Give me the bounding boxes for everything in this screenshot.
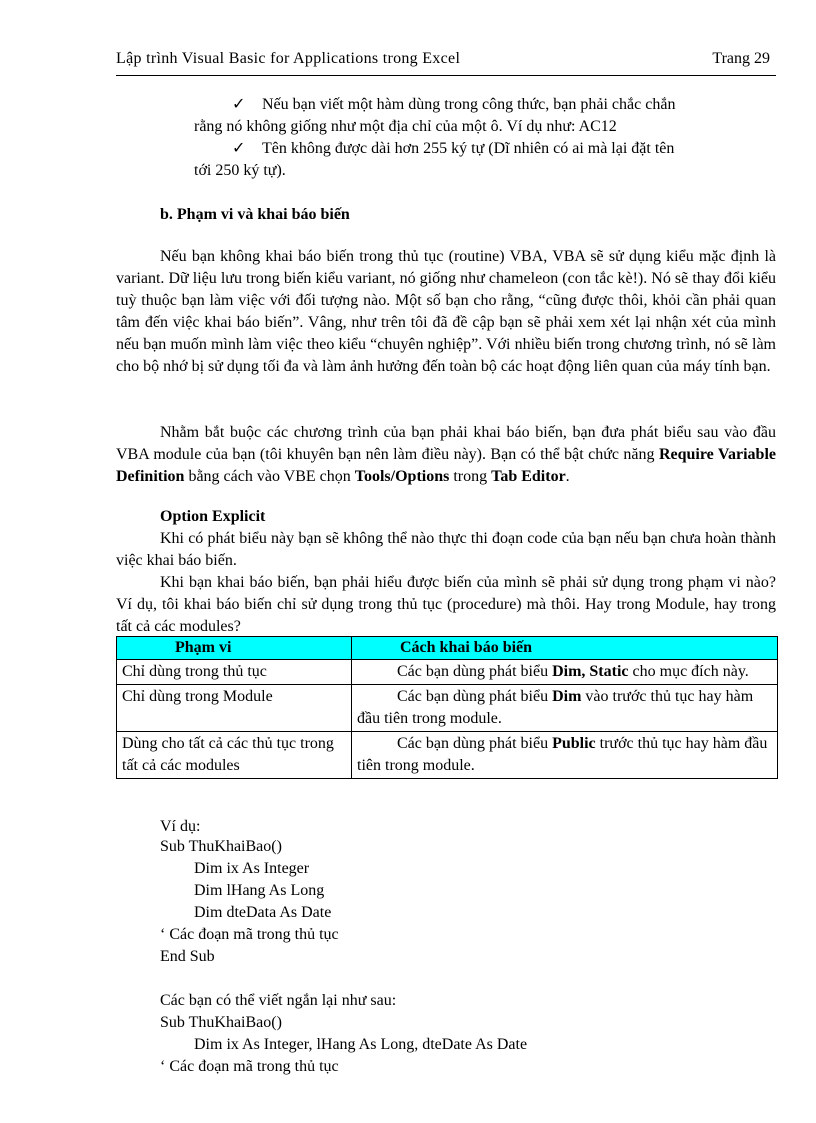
paragraph-1-text: Nếu bạn không khai báo biến trong thủ tục (routine) VBA, VBA sẽ sử dụng kiểu mặc định là variant. Dữ liệu lưu trong biến kiểu variant, nó giống như chameleon (con tắc kè!). Nó sẽ thay đổi kiểu tuỳ thuộc bạn làm việc với đối tượng nào. Một số bạn cho rằng, “cũng được thôi, khỏi cần phải quan tâm đến việc khai báo biến”. Vâng, như trên tôi đã đề cập bạn sẽ phải xem xét lại nhận xét của mình nếu bạn muốn mình làm việc theo kiểu “chuyên nghiệp”. Với nhiều biến trong chương trình, nó sẽ làm cho bộ nhớ bị sử dụng tối đa và làm ảnh hưởng đến toàn bộ các hoạt động liên quan của máy tính bạn. [116, 248, 776, 375]
paragraph-4-text: Khi bạn khai báo biến, bạn phải hiểu được biến của mình sẽ phải sử dụng trong phạm vi nào? Ví dụ, tôi khai báo biến chỉ sử dụng trong thủ tục (procedure) mà thôi. Hay trong Module, hay trong tất cả các modules? [116, 574, 776, 635]
section-heading: b. Phạm vi và khai báo biến [160, 206, 350, 223]
code-line: End Sub [160, 948, 215, 965]
p2-mid-2: trong [449, 468, 492, 485]
cell-text: trước thủ tục hay hàm đầu tiên trong module. [357, 735, 768, 774]
p2-end: . [565, 468, 570, 485]
bullet-2-line-1: Tên không được dài hơn 255 ký tự (Dĩ nhiên có ai mà lại đặt tên [262, 140, 675, 157]
bullet-1-line-2: rằng nó không giống như một địa chỉ của một ô. Ví dụ như: AC12 [194, 118, 617, 135]
code-line: ‘ Các đoạn mã trong thủ tục [160, 926, 339, 943]
paragraph-2 [116, 422, 776, 488]
checkmark-icon: ✓ [232, 140, 246, 157]
table-row [117, 685, 778, 732]
table-row [117, 660, 778, 685]
page-number: Trang 29 [712, 50, 770, 67]
code-line: Sub ThuKhaiBao() [160, 1014, 282, 1031]
p2-bold-2: Tools/Options [354, 468, 450, 485]
scope-table [116, 636, 778, 779]
table-cell-scope: Chỉ dùng trong thủ tục [117, 660, 352, 685]
cell-keyword: Public [552, 735, 596, 752]
code-line: Dim ix As Integer [194, 860, 310, 877]
cell-text: cho mục đích này. [628, 663, 749, 680]
cell-text: Các bạn dùng phát biểu [397, 663, 553, 680]
cell-text: vào trước thủ tục hay hàm đầu tiên trong module. [357, 688, 754, 727]
code-line: Dim lHang As Long [194, 882, 325, 899]
document-title: Lập trình Visual Basic for Applications trong Excel [116, 50, 461, 67]
table-header-scope: Phạm vi [117, 637, 352, 660]
table-cell-declare [352, 685, 778, 732]
cell-keyword: Dim, Static [552, 663, 629, 680]
cell-text: Các bạn dùng phát biểu [397, 735, 553, 752]
table-cell-scope: Chỉ dùng trong Module [117, 685, 352, 732]
code-line: Dim ix As Integer, lHang As Long, dteDate As Date [194, 1036, 528, 1053]
cell-text: Các bạn dùng phát biểu [397, 688, 553, 705]
paragraph-4 [116, 572, 776, 638]
cell-keyword: Dim [552, 688, 582, 705]
paragraph-1 [116, 246, 776, 378]
code-line: Sub ThuKhaiBao() [160, 838, 282, 855]
table-row [117, 732, 778, 779]
table-header-row [117, 637, 778, 660]
bullet-1-line-1: Nếu bạn viết một hàm dùng trong công thức, bạn phải chắc chắn [262, 96, 676, 113]
paragraph-2-text [116, 422, 776, 488]
p2-bold-1: Require Variable Definition [116, 446, 776, 485]
p2-bold-3: Tab Editor [491, 468, 566, 485]
header-rule [116, 75, 776, 76]
p2-mid: bằng cách vào VBE chọn [184, 468, 355, 485]
table-header-declare: Cách khai báo biến [352, 637, 778, 660]
table-cell-scope: Dùng cho tất cả các thủ tục trong tất cả các modules [117, 732, 352, 779]
paragraph-3 [116, 528, 776, 572]
code-line: ‘ Các đoạn mã trong thủ tục [160, 1058, 339, 1075]
checkmark-icon: ✓ [232, 96, 246, 113]
code-line: Dim dteData As Date [194, 904, 332, 921]
table-cell-declare [352, 732, 778, 779]
example-label: Ví dụ: [160, 818, 201, 835]
p2-text: Nhằm bắt buộc các chương trình của bạn phải khai báo biến, bạn đưa phát biểu sau vào đầu VBA module của bạn (tôi khuyên bạn nên làm điều này). Bạn có thể bật chức năng [116, 424, 776, 463]
bullet-2-line-2: tới 250 ký tự). [194, 162, 286, 179]
option-explicit-label: Option Explicit [160, 508, 266, 525]
table-cell-declare [352, 660, 778, 685]
example-2-intro: Các bạn có thể viết ngắn lại như sau: [160, 992, 397, 1009]
paragraph-3-text: Khi có phát biểu này bạn sẽ không thể nào thực thi đoạn code của bạn nếu bạn chưa hoàn thành việc khai báo biến. [116, 530, 776, 569]
page-header [116, 50, 776, 74]
